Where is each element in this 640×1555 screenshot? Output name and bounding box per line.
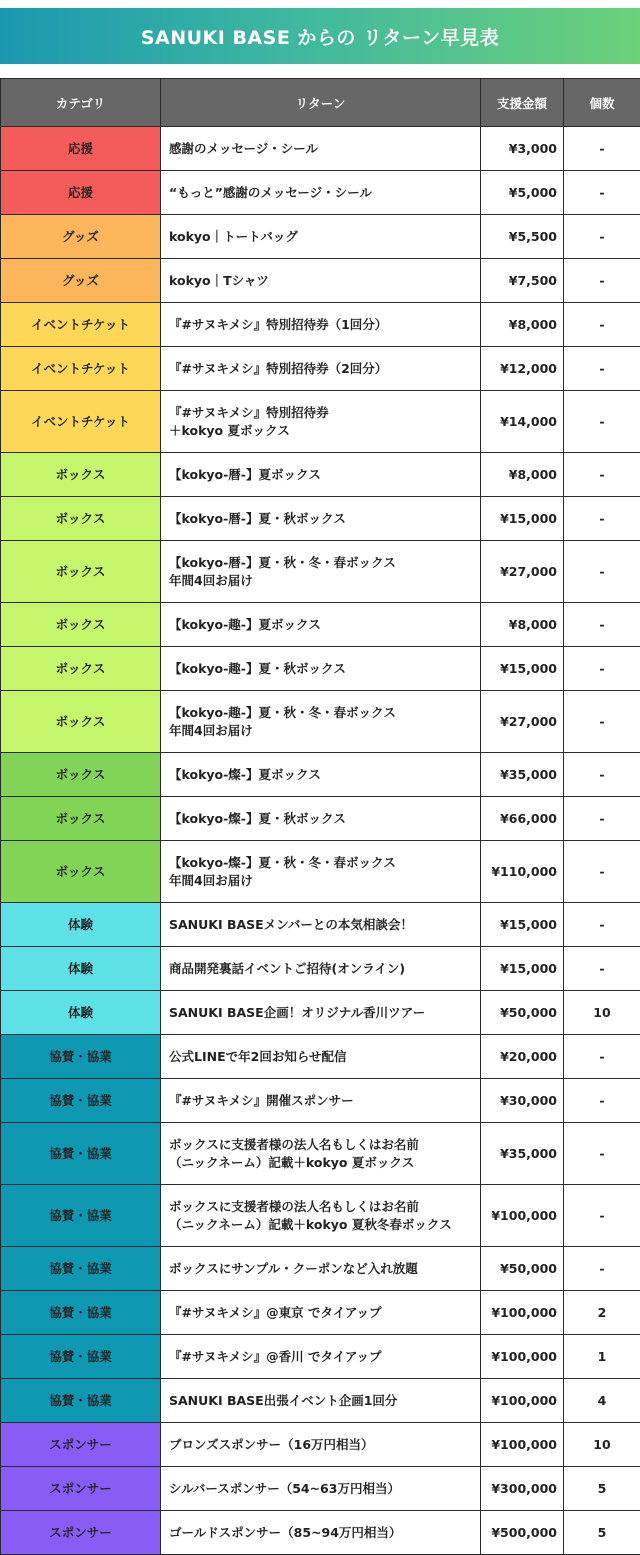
count-cell: - — [564, 1079, 640, 1123]
category-cell: スポンサー — [1, 1511, 161, 1555]
category-cell: ボックス — [1, 691, 161, 753]
amount-cell: ¥100,000 — [481, 1423, 564, 1467]
table-row — [1, 991, 640, 1035]
category-cell: 協賛・協業 — [1, 1035, 161, 1079]
category-cell: ボックス — [1, 541, 161, 603]
category-cell: イベントチケット — [1, 391, 161, 453]
amount-cell: ¥7,500 — [481, 259, 564, 303]
table-row — [1, 497, 640, 541]
category-cell: ボックス — [1, 497, 161, 541]
return-text: 『#サヌキメシ』特別招待券（2回分） — [169, 361, 387, 376]
count-cell: - — [564, 127, 640, 171]
table-row — [1, 347, 640, 391]
table-row — [1, 171, 640, 215]
table-row — [1, 603, 640, 647]
return-cell — [161, 841, 481, 903]
count-cell: - — [564, 347, 640, 391]
table-row — [1, 1079, 640, 1123]
table-row — [1, 127, 640, 171]
category-cell: ボックス — [1, 841, 161, 903]
category-cell: 協賛・協業 — [1, 1291, 161, 1335]
category-cell: 協賛・協業 — [1, 1379, 161, 1423]
amount-cell: ¥8,000 — [481, 303, 564, 347]
amount-cell: ¥35,000 — [481, 753, 564, 797]
count-cell: 10 — [564, 991, 640, 1035]
category-cell: ボックス — [1, 603, 161, 647]
return-cell — [161, 1079, 481, 1123]
count-cell: - — [564, 797, 640, 841]
count-cell: 10 — [564, 1423, 640, 1467]
return-cell — [161, 215, 481, 259]
count-cell: - — [564, 215, 640, 259]
count-cell: - — [564, 391, 640, 453]
category-cell: 体験 — [1, 947, 161, 991]
category-cell: ボックス — [1, 753, 161, 797]
table-row — [1, 215, 640, 259]
category-cell: 応援 — [1, 171, 161, 215]
amount-cell: ¥50,000 — [481, 1247, 564, 1291]
category-cell: スポンサー — [1, 1467, 161, 1511]
count-cell: - — [564, 903, 640, 947]
amount-cell: ¥15,000 — [481, 647, 564, 691]
amount-cell: ¥27,000 — [481, 691, 564, 753]
return-text: 【kokyo-燦-】夏・秋・冬・春ボックス 年間4回お届け — [169, 855, 396, 888]
return-cell — [161, 603, 481, 647]
return-cell — [161, 947, 481, 991]
category-cell: グッズ — [1, 259, 161, 303]
table-row — [1, 903, 640, 947]
amount-cell: ¥14,000 — [481, 391, 564, 453]
amount-cell: ¥8,000 — [481, 453, 564, 497]
category-cell: ボックス — [1, 797, 161, 841]
return-cell — [161, 259, 481, 303]
page-title: SANUKI BASE からの リターン早見表 — [141, 23, 499, 50]
return-cell — [161, 497, 481, 541]
return-cell — [161, 647, 481, 691]
category-cell: 体験 — [1, 991, 161, 1035]
return-text: 【kokyo-趣-】夏・秋・冬・春ボックス 年間4回お届け — [169, 705, 396, 738]
category-cell: グッズ — [1, 215, 161, 259]
return-text: 【kokyo-燦-】夏・秋ボックス — [169, 811, 346, 826]
amount-cell: ¥15,000 — [481, 947, 564, 991]
header-category: カテゴリ — [1, 79, 161, 127]
table-row — [1, 1511, 640, 1555]
table-row — [1, 1247, 640, 1291]
category-cell: 協賛・協業 — [1, 1185, 161, 1247]
return-cell — [161, 541, 481, 603]
category-cell: 協賛・協業 — [1, 1247, 161, 1291]
table-row — [1, 1423, 640, 1467]
return-cell — [161, 1335, 481, 1379]
amount-cell: ¥500,000 — [481, 1511, 564, 1555]
title-banner — [0, 8, 640, 64]
return-text: ブロンズスポンサー（16万円相当） — [169, 1437, 374, 1452]
amount-cell: ¥8,000 — [481, 603, 564, 647]
count-cell: - — [564, 171, 640, 215]
table-row — [1, 303, 640, 347]
amount-cell: ¥27,000 — [481, 541, 564, 603]
count-cell: - — [564, 691, 640, 753]
amount-cell: ¥15,000 — [481, 903, 564, 947]
amount-cell: ¥100,000 — [481, 1185, 564, 1247]
table-row — [1, 947, 640, 991]
count-cell: - — [564, 259, 640, 303]
table-header-row — [1, 79, 640, 127]
return-text: ゴールドスポンサー（85~94万円相当） — [169, 1525, 401, 1540]
return-cell — [161, 1185, 481, 1247]
table-row — [1, 541, 640, 603]
count-cell: - — [564, 541, 640, 603]
table-row — [1, 259, 640, 303]
table-row — [1, 1379, 640, 1423]
return-text: ボックスに支援者様の法人名もしくはお名前 （ニックネーム）記載＋kokyo 夏ボックス — [169, 1137, 419, 1170]
count-cell: - — [564, 647, 640, 691]
return-text: kokyo｜Tシャツ — [169, 273, 269, 288]
return-text: 【kokyo-趣-】夏・秋ボックス — [169, 661, 346, 676]
return-cell — [161, 753, 481, 797]
return-text: SANUKI BASE出張イベント企画1回分 — [169, 1393, 397, 1408]
return-text: 【kokyo-暦-】夏・秋・冬・春ボックス 年間4回お届け — [169, 555, 396, 588]
return-text: SANUKI BASE企画！オリジナル香川ツアー — [169, 1005, 425, 1020]
return-text: 公式LINEで年2回お知らせ配信 — [169, 1049, 346, 1064]
count-cell: 2 — [564, 1291, 640, 1335]
return-text: シルバースポンサー（54~63万円相当） — [169, 1481, 400, 1496]
return-cell — [161, 127, 481, 171]
amount-cell: ¥100,000 — [481, 1291, 564, 1335]
table-row — [1, 391, 640, 453]
count-cell: 5 — [564, 1467, 640, 1511]
return-cell — [161, 391, 481, 453]
count-cell: - — [564, 303, 640, 347]
return-text: ボックスにサンプル・クーポンなど入れ放題 — [169, 1261, 418, 1276]
category-cell: イベントチケット — [1, 347, 161, 391]
return-cell — [161, 797, 481, 841]
category-cell: 体験 — [1, 903, 161, 947]
return-cell — [161, 1123, 481, 1185]
category-cell: 協賛・協業 — [1, 1335, 161, 1379]
table-row — [1, 1335, 640, 1379]
count-cell: - — [564, 1035, 640, 1079]
return-cell — [161, 1035, 481, 1079]
table-row — [1, 1185, 640, 1247]
amount-cell: ¥30,000 — [481, 1079, 564, 1123]
return-text: 【kokyo-暦-】夏・秋ボックス — [169, 511, 346, 526]
return-text: 【kokyo-趣-】夏ボックス — [169, 617, 321, 632]
return-cell — [161, 1291, 481, 1335]
header-count: 個数 — [564, 79, 640, 127]
category-cell: ボックス — [1, 647, 161, 691]
amount-cell: ¥5,000 — [481, 171, 564, 215]
amount-cell: ¥110,000 — [481, 841, 564, 903]
return-cell — [161, 903, 481, 947]
return-cell — [161, 1379, 481, 1423]
amount-cell: ¥15,000 — [481, 497, 564, 541]
table-row — [1, 1291, 640, 1335]
table-row — [1, 797, 640, 841]
return-text: SANUKI BASEメンバーとの本気相談会！ — [169, 917, 413, 932]
table-body — [1, 127, 640, 1555]
count-cell: - — [564, 1123, 640, 1185]
count-cell: - — [564, 841, 640, 903]
return-cell — [161, 1247, 481, 1291]
return-cell — [161, 171, 481, 215]
count-cell: 5 — [564, 1511, 640, 1555]
return-text: ボックスに支援者様の法人名もしくはお名前 （ニックネーム）記載＋kokyo 夏秋冬春ボックス — [169, 1199, 452, 1232]
amount-cell: ¥35,000 — [481, 1123, 564, 1185]
return-cell — [161, 691, 481, 753]
amount-cell: ¥66,000 — [481, 797, 564, 841]
return-text: 『#サヌキメシ』@香川 でタイアップ — [169, 1349, 381, 1364]
amount-cell: ¥100,000 — [481, 1379, 564, 1423]
amount-cell: ¥5,500 — [481, 215, 564, 259]
amount-cell: ¥300,000 — [481, 1467, 564, 1511]
table-row — [1, 1123, 640, 1185]
return-text: 『#サヌキメシ』@東京 でタイアップ — [169, 1305, 381, 1320]
return-cell — [161, 1467, 481, 1511]
return-text: 感謝のメッセージ・シール — [169, 141, 318, 156]
category-cell: 協賛・協業 — [1, 1123, 161, 1185]
return-cell — [161, 453, 481, 497]
return-cell — [161, 303, 481, 347]
count-cell: - — [564, 453, 640, 497]
header-return: リターン — [161, 79, 481, 127]
return-cell — [161, 1511, 481, 1555]
return-cell — [161, 1423, 481, 1467]
return-text: 【kokyo-燦-】夏ボックス — [169, 767, 321, 782]
returns-table — [0, 78, 640, 1555]
count-cell: - — [564, 1247, 640, 1291]
amount-cell: ¥20,000 — [481, 1035, 564, 1079]
count-cell: - — [564, 603, 640, 647]
return-cell — [161, 991, 481, 1035]
category-cell: スポンサー — [1, 1423, 161, 1467]
return-text: 商品開発裏話イベントご招待(オンライン) — [169, 961, 405, 976]
table-row — [1, 453, 640, 497]
category-cell: 協賛・協業 — [1, 1079, 161, 1123]
header-amount: 支援金額 — [481, 79, 564, 127]
table-row — [1, 841, 640, 903]
return-cell — [161, 347, 481, 391]
category-cell: ボックス — [1, 453, 161, 497]
return-text: 【kokyo-暦-】夏ボックス — [169, 467, 321, 482]
return-text: 『#サヌキメシ』特別招待券（1回分） — [169, 317, 387, 332]
table-row — [1, 753, 640, 797]
table-row — [1, 647, 640, 691]
return-text: “もっと”感謝のメッセージ・シール — [169, 185, 372, 200]
table-row — [1, 1035, 640, 1079]
category-cell: 応援 — [1, 127, 161, 171]
count-cell: 1 — [564, 1335, 640, 1379]
count-cell: 4 — [564, 1379, 640, 1423]
return-text: kokyo｜トートバッグ — [169, 229, 298, 244]
table-row — [1, 691, 640, 753]
table-row — [1, 1467, 640, 1511]
amount-cell: ¥3,000 — [481, 127, 564, 171]
count-cell: - — [564, 753, 640, 797]
count-cell: - — [564, 497, 640, 541]
amount-cell: ¥12,000 — [481, 347, 564, 391]
count-cell: - — [564, 1185, 640, 1247]
count-cell: - — [564, 947, 640, 991]
category-cell: イベントチケット — [1, 303, 161, 347]
return-text: 『#サヌキメシ』特別招待券 ＋kokyo 夏ボックス — [169, 405, 329, 438]
amount-cell: ¥50,000 — [481, 991, 564, 1035]
return-text: 『#サヌキメシ』開催スポンサー — [169, 1093, 354, 1108]
amount-cell: ¥100,000 — [481, 1335, 564, 1379]
